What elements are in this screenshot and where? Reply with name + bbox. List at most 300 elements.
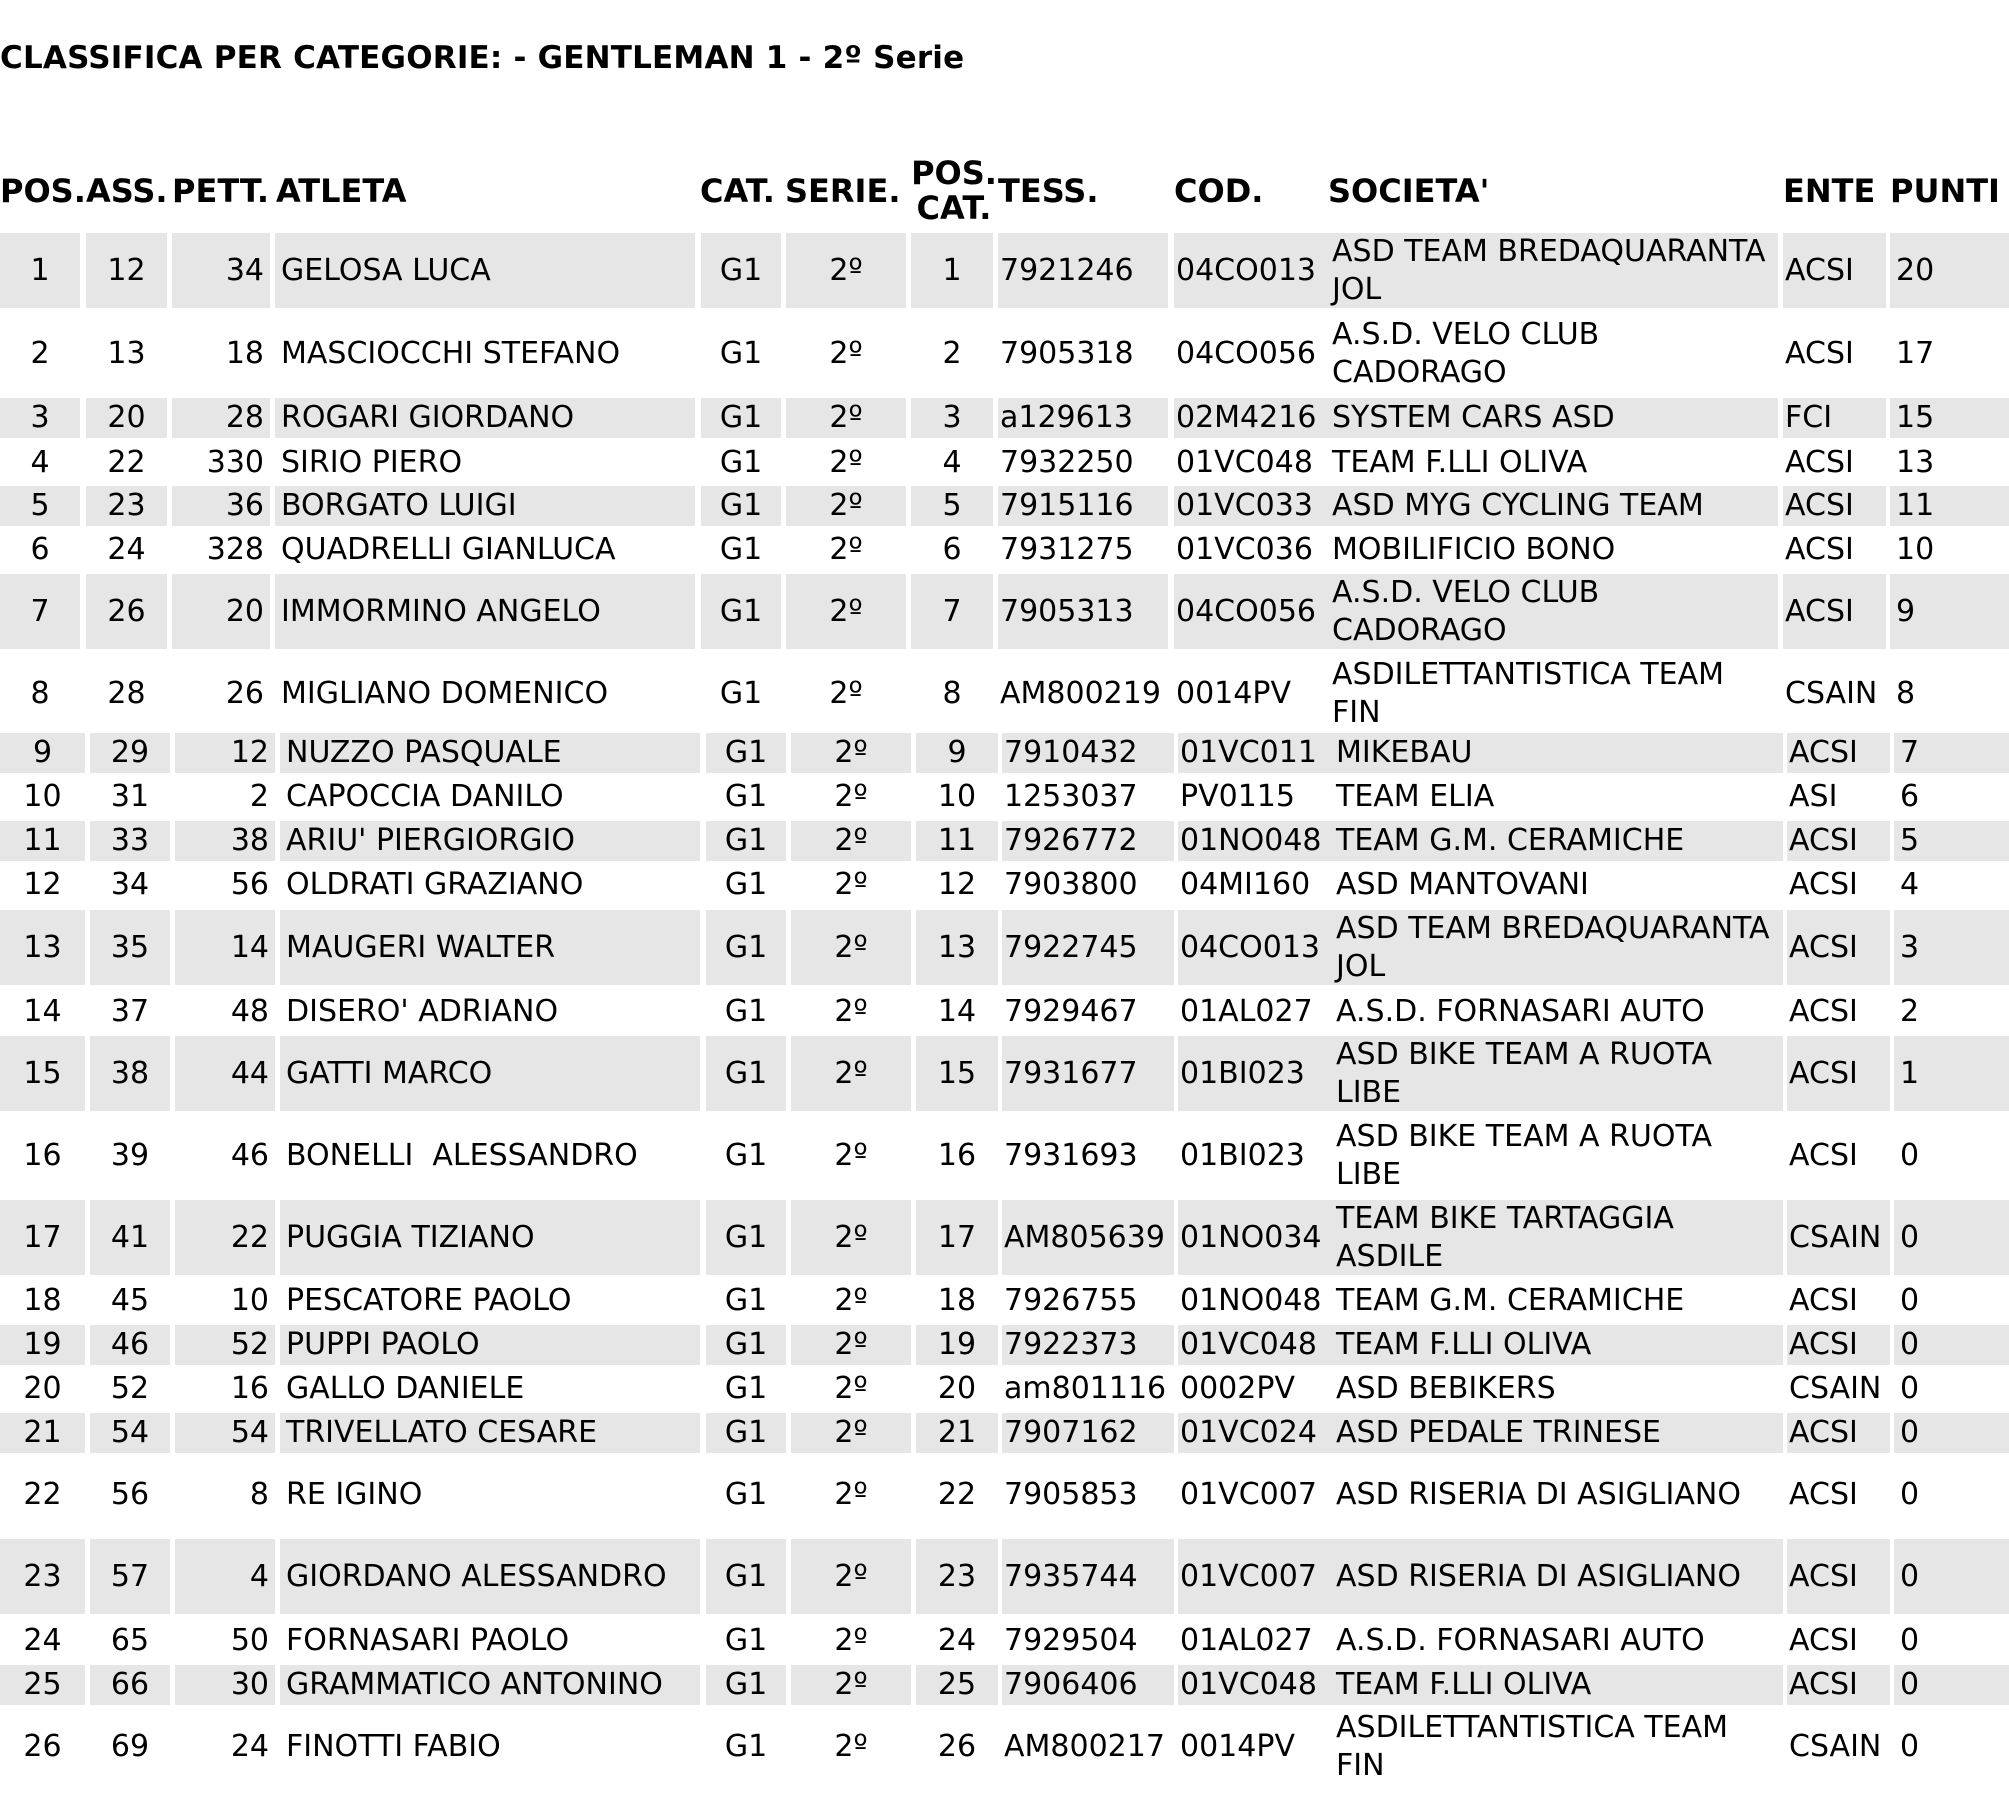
cell-punti-text: 0 (1900, 1219, 1920, 1255)
cell-tess-text: 7905318 (1000, 335, 1134, 371)
cell-serie-text: 2º (829, 675, 863, 711)
cell-tess-text: 7926772 (1004, 823, 1138, 858)
cell-pos (0, 1539, 85, 1614)
cell-societa (1330, 1665, 1783, 1705)
cell-serie (791, 821, 911, 861)
cell-cat-text: G1 (724, 1558, 768, 1594)
cell-societa (1326, 530, 1778, 570)
cell-societa (1326, 233, 1778, 308)
cell-serie (791, 1621, 911, 1661)
cell-tess (1002, 1369, 1174, 1409)
cell-ente-text: ACSI (1789, 1137, 1858, 1173)
cell-tess-text: 7931275 (1000, 532, 1134, 567)
cell-pett-text: 12 (230, 735, 269, 770)
cell-serie-text: 2º (829, 593, 863, 629)
cell-societa (1326, 656, 1778, 731)
cell-atleta-text: GALLO DANIELE (286, 1371, 525, 1406)
cell-tess-text: 7905313 (1000, 593, 1134, 629)
cell-punti (1894, 821, 2009, 861)
cell-punti-text: 5 (1900, 823, 1920, 858)
cell-ente-text: ACSI (1785, 335, 1854, 371)
cell-atleta-text: OLDRATI GRAZIANO (286, 867, 584, 902)
cell-cod-text: 01AL027 (1180, 994, 1313, 1029)
cell-pett (175, 1621, 275, 1661)
cell-cat (706, 1118, 786, 1193)
cell-societa (1326, 443, 1778, 483)
cell-ass (90, 1325, 170, 1365)
cell-societa-text: TEAM G.M. CERAMICHE (1336, 1283, 1685, 1318)
cell-pos-cat-text: 13 (937, 929, 977, 965)
cell-atleta (280, 1709, 700, 1784)
cell-pos (0, 1200, 85, 1275)
cell-ente (1783, 398, 1886, 438)
cell-pos-cat-text: 23 (937, 1558, 977, 1594)
cell-pos (0, 443, 80, 483)
cell-tess (1002, 1539, 1174, 1614)
cell-ass (90, 1413, 170, 1453)
cell-societa (1326, 574, 1778, 649)
cell-pos-cat-text: 2 (942, 335, 962, 371)
cell-atleta-text: RE IGINO (286, 1476, 423, 1512)
cell-ass (90, 1457, 170, 1532)
cell-pett (175, 1281, 275, 1321)
cell-ente-text: ACSI (1789, 929, 1858, 965)
cell-ass (90, 821, 170, 861)
cell-pos (0, 1457, 85, 1532)
cell-punti (1894, 1665, 2009, 1705)
cell-tess (998, 233, 1168, 308)
cell-ente (1787, 910, 1890, 985)
cell-ass-text: 28 (107, 675, 146, 711)
cell-punti (1894, 1621, 2009, 1661)
cell-pett (172, 574, 270, 649)
cell-cod (1174, 316, 1326, 391)
cell-tess (998, 574, 1168, 649)
cell-pett (175, 1709, 275, 1784)
cell-pett-text: 26 (225, 675, 264, 711)
cell-pos (0, 1413, 85, 1453)
cell-pett-text: 16 (230, 1371, 269, 1406)
cell-ass-text: 35 (110, 929, 150, 965)
cell-serie (791, 910, 911, 985)
cell-serie (791, 1200, 911, 1275)
cell-societa-text: ASDILETTANTISTICA TEAM FIN (1336, 1709, 1729, 1783)
cell-punti (1894, 1709, 2009, 1784)
cell-pett (175, 1413, 275, 1453)
cell-ass-text: 34 (110, 867, 150, 902)
cell-serie-text: 2º (834, 1623, 868, 1658)
cell-pos-cat-text: 1 (942, 252, 962, 288)
cell-tess (1002, 1457, 1174, 1532)
cell-societa-text: TEAM F.LLI OLIVA (1336, 1667, 1592, 1702)
cell-pett-text: 14 (230, 929, 269, 965)
cell-cod-text: 01AL027 (1180, 1623, 1313, 1658)
cell-ass-text: 22 (107, 445, 146, 480)
cell-pos-cat (916, 1369, 998, 1409)
cell-cat (701, 530, 781, 570)
cell-serie (786, 316, 906, 391)
cell-punti-text: 15 (1896, 400, 1935, 435)
cell-ass (90, 733, 170, 773)
cell-pos-text: 12 (23, 867, 62, 902)
cell-atleta-text: BORGATO LUIGI (281, 488, 517, 523)
cell-atleta-text: MASCIOCCHI STEFANO (281, 335, 621, 371)
cell-societa (1330, 1281, 1783, 1321)
cell-pos-cat-text: 22 (937, 1476, 977, 1512)
cell-tess-text: a129613 (1000, 400, 1133, 435)
header-pos: POS. (0, 171, 86, 210)
cell-cat-text: G1 (724, 1667, 768, 1702)
cell-pos-cat (916, 777, 998, 817)
cell-ente (1787, 865, 1890, 905)
cell-societa-text: TEAM G.M. CERAMICHE (1336, 823, 1685, 858)
cell-punti (1890, 574, 2009, 649)
cell-serie-text: 2º (834, 1476, 868, 1512)
cell-ente-text: ACSI (1789, 1558, 1858, 1594)
cell-pett-text: 20 (225, 593, 264, 629)
cell-serie (791, 1369, 911, 1409)
cell-societa (1330, 1709, 1783, 1784)
cell-ente (1787, 1413, 1890, 1453)
cell-punti-text: 8 (1896, 675, 1916, 711)
cell-ente-text: ACSI (1789, 1415, 1858, 1450)
cell-pos (0, 398, 80, 438)
cell-serie (791, 1413, 911, 1453)
cell-cod (1178, 1200, 1330, 1275)
cell-punti-text: 10 (1896, 532, 1935, 567)
cell-punti-text: 1 (1900, 1055, 1920, 1091)
cell-ente (1787, 1118, 1890, 1193)
cell-pos-cat-text: 10 (937, 779, 977, 814)
cell-cod-text: 04CO013 (1176, 252, 1316, 288)
cell-pos-cat-text: 25 (937, 1667, 977, 1702)
cell-serie (791, 1036, 911, 1111)
cell-pos (0, 777, 85, 817)
header-atleta: ATLETA (276, 171, 407, 210)
cell-cat-text: G1 (724, 929, 768, 965)
cell-ass-text: 29 (110, 735, 150, 770)
cell-cod (1174, 656, 1326, 731)
cell-ente (1787, 1621, 1890, 1661)
cell-ass-text: 65 (110, 1623, 150, 1658)
cell-cat-text: G1 (719, 532, 763, 567)
cell-cat (706, 1281, 786, 1321)
cell-pett (172, 233, 270, 308)
cell-ass (90, 1369, 170, 1409)
cell-ente (1783, 233, 1886, 308)
cell-serie-text: 2º (834, 1728, 868, 1764)
cell-cat (706, 1413, 786, 1453)
cell-tess-text: am801116 (1004, 1371, 1167, 1406)
cell-atleta (275, 316, 695, 391)
cell-ente (1787, 777, 1890, 817)
cell-ente-text: CSAIN (1785, 675, 1878, 711)
cell-cod (1178, 1325, 1330, 1365)
cell-serie (791, 1709, 911, 1784)
cell-punti-text: 0 (1900, 1476, 1920, 1512)
cell-pett-text: 50 (230, 1623, 269, 1658)
cell-societa-text: ASD PEDALE TRINESE (1336, 1415, 1661, 1450)
cell-pett-text: 8 (249, 1476, 269, 1512)
cell-cat (706, 1665, 786, 1705)
cell-societa-text: TEAM F.LLI OLIVA (1332, 445, 1588, 480)
cell-serie (791, 1665, 911, 1705)
cell-tess (1002, 992, 1174, 1032)
cell-pett-text: 56 (230, 867, 269, 902)
cell-pos-text: 13 (23, 929, 62, 965)
cell-cat-text: G1 (724, 1415, 768, 1450)
cell-cod-text: 01VC007 (1180, 1558, 1317, 1594)
cell-pos-cat (911, 316, 993, 391)
cell-cat (706, 1325, 786, 1365)
cell-tess-text: AM805639 (1004, 1219, 1165, 1255)
cell-pos-cat (916, 1539, 998, 1614)
cell-pett-text: 44 (230, 1055, 269, 1091)
cell-ente (1783, 530, 1886, 570)
cell-cat-text: G1 (724, 779, 768, 814)
cell-societa (1330, 1539, 1783, 1614)
cell-ass-text: 13 (107, 335, 146, 371)
cell-ass (86, 530, 167, 570)
cell-cod-text: 04CO056 (1176, 593, 1316, 629)
cell-ass-text: 54 (110, 1415, 150, 1450)
cell-atleta-text: TRIVELLATO CESARE (286, 1415, 598, 1450)
cell-serie (791, 865, 911, 905)
cell-ass (90, 1281, 170, 1321)
cell-punti-text: 17 (1896, 335, 1935, 371)
cell-ass-text: 39 (110, 1137, 150, 1173)
cell-pos-cat-text: 7 (942, 593, 962, 629)
cell-atleta (280, 910, 700, 985)
cell-pos (0, 1369, 85, 1409)
cell-pos-text: 9 (32, 735, 53, 770)
cell-ente (1787, 1281, 1890, 1321)
cell-cod (1178, 1621, 1330, 1661)
cell-punti (1890, 443, 2009, 483)
cell-cat (701, 398, 781, 438)
cell-tess-text: AM800219 (1000, 675, 1161, 711)
cell-cat-text: G1 (724, 1137, 768, 1173)
cell-pos-cat-text: 24 (937, 1623, 977, 1658)
cell-pos-cat (911, 486, 993, 526)
cell-punti-text: 0 (1900, 1283, 1920, 1318)
cell-cat-text: G1 (724, 1476, 768, 1512)
cell-cod (1178, 910, 1330, 985)
cell-pos-text: 16 (23, 1137, 62, 1173)
cell-atleta (280, 1369, 700, 1409)
cell-pos-cat (916, 821, 998, 861)
cell-punti (1894, 1539, 2009, 1614)
cell-punti (1890, 486, 2009, 526)
cell-ass-text: 45 (110, 1283, 150, 1318)
cell-cod (1178, 1118, 1330, 1193)
cell-ass (86, 443, 167, 483)
cell-ass (86, 316, 167, 391)
cell-ass (86, 486, 167, 526)
cell-pett (175, 1036, 275, 1111)
cell-cod-text: 01VC007 (1180, 1476, 1317, 1512)
cell-cod-text: 0002PV (1180, 1371, 1295, 1406)
cell-pos-text: 7 (30, 593, 50, 629)
cell-tess (1002, 1036, 1174, 1111)
cell-ass (90, 1665, 170, 1705)
cell-ass-text: 31 (110, 779, 150, 814)
cell-cod (1178, 1457, 1330, 1532)
cell-pos (0, 1621, 85, 1661)
cell-tess-text: 7921246 (1000, 252, 1134, 288)
cell-cod-text: 01VC011 (1180, 735, 1317, 770)
cell-atleta-text: PESCATORE PAOLO (286, 1283, 572, 1318)
cell-societa-text: ASD BIKE TEAM A RUOTA LIBE (1336, 1036, 1713, 1110)
cell-punti (1894, 777, 2009, 817)
cell-cod (1178, 1665, 1330, 1705)
cell-serie-text: 2º (834, 823, 868, 858)
page-title: CLASSIFICA PER CATEGORIE: - GENTLEMAN 1 - 2º Serie (0, 40, 965, 76)
cell-societa (1330, 777, 1783, 817)
cell-ass (86, 398, 167, 438)
cell-cat (706, 1369, 786, 1409)
cell-serie-text: 2º (834, 1283, 868, 1318)
cell-ente (1783, 443, 1886, 483)
cell-cod (1178, 1036, 1330, 1111)
cell-serie (791, 777, 911, 817)
cell-serie (786, 233, 906, 308)
cell-tess-text: 7931677 (1004, 1055, 1138, 1091)
cell-societa-text: A.S.D. VELO CLUB CADORAGO (1332, 316, 1600, 390)
cell-societa (1330, 1325, 1783, 1365)
cell-ente-text: ACSI (1789, 1283, 1858, 1318)
cell-cat (701, 443, 781, 483)
cell-pos-cat-text: 17 (937, 1219, 977, 1255)
cell-tess-text: 7929504 (1004, 1623, 1138, 1658)
cell-pett (175, 865, 275, 905)
cell-pett (175, 1118, 275, 1193)
cell-ente-text: ACSI (1785, 445, 1854, 480)
cell-ass-text: 20 (107, 400, 146, 435)
cell-atleta (280, 777, 700, 817)
cell-ente-text: ACSI (1785, 593, 1854, 629)
cell-serie (791, 992, 911, 1032)
cell-ente (1783, 574, 1886, 649)
cell-ente-text: CSAIN (1789, 1371, 1882, 1406)
cell-punti-text: 0 (1900, 1558, 1920, 1594)
cell-societa (1330, 1118, 1783, 1193)
cell-pos-cat (916, 1118, 998, 1193)
cell-pos-cat (916, 1413, 998, 1453)
cell-punti-text: 20 (1896, 252, 1935, 288)
cell-societa (1326, 398, 1778, 438)
cell-pos-cat (916, 1709, 998, 1784)
cell-tess-text: 7910432 (1004, 735, 1138, 770)
cell-tess (1002, 1665, 1174, 1705)
cell-cat (706, 1200, 786, 1275)
cell-societa-text: A.S.D. FORNASARI AUTO (1336, 1623, 1705, 1658)
cell-punti (1894, 1457, 2009, 1532)
cell-atleta-text: FORNASARI PAOLO (286, 1623, 570, 1658)
cell-cat-text: G1 (724, 1283, 768, 1318)
cell-societa (1326, 316, 1778, 391)
cell-serie (791, 733, 911, 773)
cell-serie-text: 2º (834, 867, 868, 902)
cell-pett-text: 34 (225, 252, 264, 288)
header-serie: SERIE. (785, 171, 901, 210)
cell-ente (1787, 1665, 1890, 1705)
cell-tess (1002, 1325, 1174, 1365)
cell-pos (0, 1036, 85, 1111)
cell-atleta-text: GIORDANO ALESSANDRO (286, 1558, 667, 1594)
header-cod: COD. (1174, 171, 1264, 210)
cell-atleta (280, 1281, 700, 1321)
cell-cat (706, 821, 786, 861)
cell-punti-text: 0 (1900, 1667, 1920, 1702)
cell-tess-text: 7922745 (1004, 929, 1138, 965)
cell-serie (791, 1118, 911, 1193)
cell-tess (1002, 1413, 1174, 1453)
cell-ente (1787, 733, 1890, 773)
cell-tess (998, 656, 1168, 731)
cell-pett-text: 52 (230, 1327, 269, 1362)
cell-cod (1178, 865, 1330, 905)
cell-tess-text: 7929467 (1004, 994, 1138, 1029)
cell-cat (701, 574, 781, 649)
cell-ass-text: 52 (110, 1371, 150, 1406)
cell-cod-text: 01VC024 (1180, 1415, 1317, 1450)
cell-ente-text: ACSI (1785, 488, 1854, 523)
cell-atleta-text: SIRIO PIERO (281, 445, 463, 480)
cell-pos-cat-text: 3 (942, 400, 962, 435)
header-ente: ENTE (1783, 171, 1876, 210)
cell-pett (172, 398, 270, 438)
cell-atleta-text: ARIU' PIERGIORGIO (286, 823, 575, 858)
cell-cod (1178, 1709, 1330, 1784)
cell-cat-text: G1 (719, 335, 763, 371)
header-ass: ASS. (86, 171, 168, 210)
cell-cat-text: G1 (719, 593, 763, 629)
cell-tess (1002, 1200, 1174, 1275)
cell-cat-text: G1 (724, 1327, 768, 1362)
cell-serie-text: 2º (834, 1055, 868, 1091)
cell-pos-text: 18 (23, 1283, 62, 1318)
cell-cod (1174, 233, 1326, 308)
cell-pos-cat (911, 656, 993, 731)
cell-pett (172, 486, 270, 526)
cell-pos-cat-text: 18 (937, 1283, 977, 1318)
cell-cod-text: 04CO013 (1180, 929, 1320, 965)
cell-ente (1783, 316, 1886, 391)
cell-atleta-text: GELOSA LUCA (281, 252, 491, 288)
cell-societa (1330, 821, 1783, 861)
cell-pos-cat-text: 11 (937, 823, 977, 858)
cell-cat (701, 486, 781, 526)
cell-cod (1178, 1413, 1330, 1453)
cell-punti (1894, 865, 2009, 905)
cell-societa-text: ASD TEAM BREDAQUARANTA JOL (1332, 233, 1766, 307)
cell-pett-text: 328 (206, 532, 264, 567)
cell-pos (0, 865, 85, 905)
cell-cat-text: G1 (724, 823, 768, 858)
cell-cod-text: 01VC048 (1176, 445, 1313, 480)
cell-atleta (280, 1539, 700, 1614)
cell-pos-cat-text: 5 (942, 488, 962, 523)
cell-pos-text: 22 (23, 1476, 62, 1512)
cell-ass-text: 56 (110, 1476, 150, 1512)
cell-cod (1178, 1281, 1330, 1321)
cell-punti (1894, 1325, 2009, 1365)
cell-punti-text: 0 (1900, 1623, 1920, 1658)
cell-ente-text: CSAIN (1789, 1728, 1882, 1764)
cell-pos-cat (916, 1621, 998, 1661)
cell-serie-text: 2º (834, 1667, 868, 1702)
